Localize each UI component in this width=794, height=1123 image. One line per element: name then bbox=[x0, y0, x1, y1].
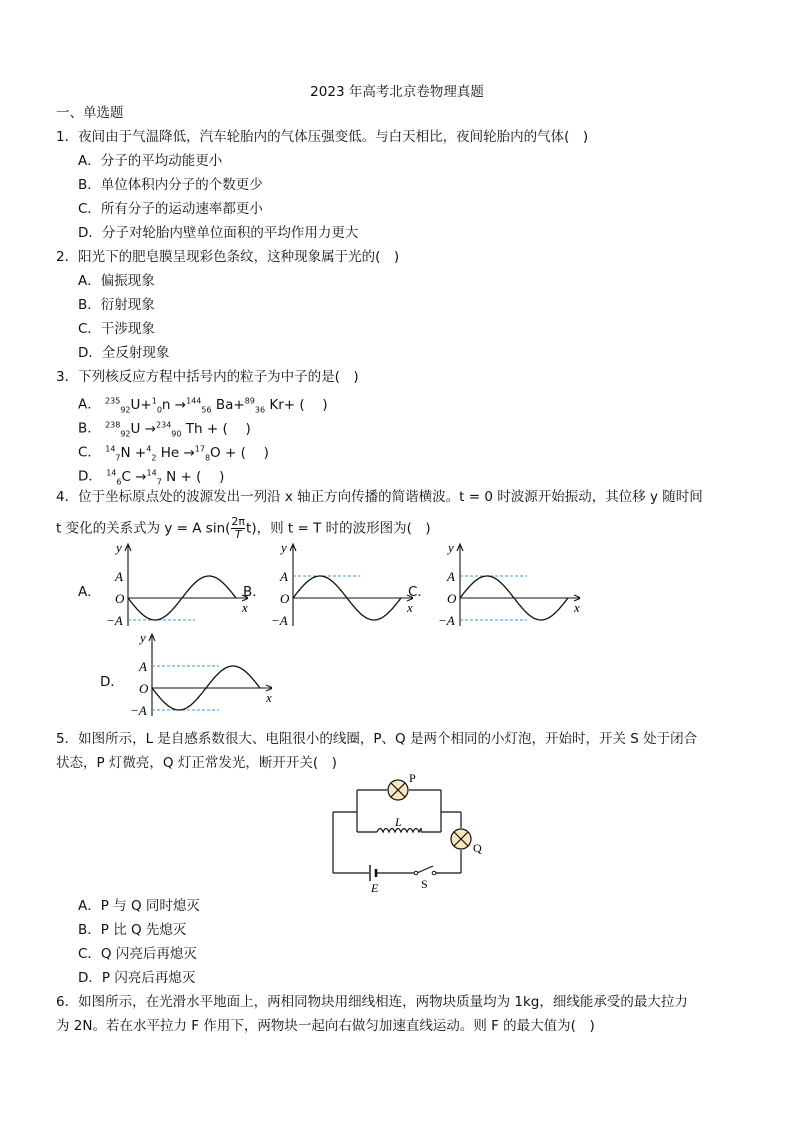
wave-graph-c bbox=[430, 540, 580, 630]
tick-label-o: O bbox=[115, 591, 125, 606]
q4-stem-line2 bbox=[56, 516, 431, 541]
q4-label-d: D． bbox=[100, 674, 124, 690]
x-axis-label: x bbox=[266, 690, 272, 705]
q5-stem-line2: 状态，P 灯微亮，Q 灯正常发光，断开开关( ) bbox=[56, 755, 337, 771]
wave-graph-a bbox=[98, 540, 248, 630]
q1-option-d: D．分子对轮胎内壁单位面积的平均作用力更大 bbox=[78, 225, 359, 241]
tick-label-neg-a: −A bbox=[271, 613, 288, 628]
tick-label-a: A bbox=[139, 659, 147, 674]
section-heading: 一、单选题 bbox=[56, 105, 124, 121]
q3-stem: 3．下列核反应方程中括号内的粒子为中子的是( ) bbox=[56, 369, 359, 385]
q3-option-a-label: A． bbox=[78, 396, 101, 413]
q4-graph-b bbox=[263, 540, 413, 634]
tick-label-a: A bbox=[447, 569, 455, 584]
circuit-label-q: Q bbox=[473, 841, 482, 855]
tick-label-a: A bbox=[115, 569, 123, 584]
y-axis-label: y bbox=[116, 540, 122, 555]
tick-label-a: A bbox=[280, 569, 288, 584]
q1-stem: 1．夜间由于气温降低，汽车轮胎内的气体压强变低。与白天相比，夜间轮胎内的气体( ) bbox=[56, 129, 589, 145]
q2-stem: 2．阳光下的肥皂膜呈现彩色条纹，这种现象属于光的( ) bbox=[56, 249, 400, 265]
q1-option-c: C．所有分子的运动速率都更小 bbox=[78, 201, 263, 217]
q6-stem-line2: 为 2N。若在水平拉力 F 作用下，两物块一起向右做匀加速直线运动。则 F 的最大值为( ) bbox=[56, 1018, 595, 1034]
q3-option-c-label: C． bbox=[78, 444, 101, 461]
x-axis-label: x bbox=[574, 600, 580, 615]
q3-equation-b: $^{238}_{92}$U →$^{234}_{90}$ Th + ( ) bbox=[105, 420, 251, 439]
q5-option-d: D．P 闪亮后再熄灭 bbox=[78, 970, 196, 986]
q4-fraction bbox=[231, 516, 245, 541]
q4-graph-a bbox=[98, 540, 248, 634]
q3-equation-d: $^{14}_6$C →$^{14}_7$ N + ( ) bbox=[106, 468, 225, 487]
wave-graph-b bbox=[263, 540, 413, 630]
y-axis-label: y bbox=[448, 540, 454, 555]
q2-option-a: A．偏振现象 bbox=[78, 273, 155, 289]
q1-option-a: A．分子的平均动能更小 bbox=[78, 153, 223, 169]
q1-option-b: B．单位体积内分子的个数更少 bbox=[78, 177, 263, 193]
tick-label-neg-a: −A bbox=[130, 703, 147, 718]
tick-label-neg-a: −A bbox=[438, 613, 455, 628]
y-axis-label: y bbox=[140, 630, 146, 645]
tick-label-o: O bbox=[447, 591, 457, 606]
q4-stem-line2-a: t 变化的关系式为 y = A sin( bbox=[56, 520, 231, 537]
tick-label-neg-a: −A bbox=[106, 613, 123, 628]
q3-option-b-label: B． bbox=[78, 420, 101, 437]
q4-label-a: A． bbox=[78, 584, 101, 600]
q4-stem-line2-b: t)，则 t = T 时的波形图为( ) bbox=[246, 520, 431, 537]
q4-graph-d bbox=[122, 630, 272, 724]
q5-circuit-diagram bbox=[325, 770, 495, 895]
q4-graph-c bbox=[430, 540, 580, 634]
q2-option-b: B．衍射现象 bbox=[78, 297, 155, 313]
inductor-coil-icon bbox=[377, 829, 421, 833]
page-title: 2023 年高考北京卷物理真题 bbox=[310, 84, 484, 100]
q5-option-c: C．Q 闪亮后再熄灭 bbox=[78, 946, 197, 962]
q5-option-b: B．P 比 Q 先熄灭 bbox=[78, 922, 187, 938]
circuit-label-e: E bbox=[371, 881, 379, 895]
q4-label-b: B． bbox=[243, 584, 266, 600]
x-axis-label: x bbox=[242, 600, 248, 615]
q4-stem-line1: 4．位于坐标原点处的波源发出一列沿 x 轴正方向传播的简谐横波。t = 0 时波源开始振动，其位移 y 随时间 bbox=[56, 489, 703, 505]
circuit-label-s: S bbox=[421, 877, 428, 891]
q3-equation-c: $^{14}_7$N +$^4_2$ He →$^{17}_8$O + ( ) bbox=[105, 444, 269, 463]
q4-label-c: C． bbox=[408, 584, 431, 600]
q3-option-d-label: D． bbox=[78, 468, 102, 485]
circuit-label-p: P bbox=[409, 771, 416, 785]
y-axis-label: y bbox=[281, 540, 287, 555]
q2-option-d: D．全反射现象 bbox=[78, 345, 170, 361]
wave-graph-d bbox=[122, 630, 272, 720]
q3-equation-a: $^{235}_{92}$U+$^1_0$n →$^{144}_{56}$ Ba+$^{89}_{36}$ Kr+ ( ) bbox=[105, 396, 328, 415]
q5-stem-line1: 5．如图所示，L 是自感系数很大、电阻很小的线圈，P、Q 是两个相同的小灯泡，开始时，开关 S 处于闭合 bbox=[56, 731, 698, 747]
tick-label-o: O bbox=[139, 681, 149, 696]
q2-option-c: C．干涉现象 bbox=[78, 321, 155, 337]
lamp-q-icon bbox=[451, 829, 471, 849]
q6-stem-line1: 6．如图所示，在光滑水平地面上，两相同物块用细线相连，两物块质量均为 1kg，细线能承受的最大拉力 bbox=[56, 994, 688, 1010]
circuit-label-l: L bbox=[395, 815, 402, 829]
tick-label-o: O bbox=[280, 591, 290, 606]
lamp-p-icon bbox=[388, 780, 408, 800]
q4-fraction-num: 2π bbox=[231, 515, 246, 528]
q4-fraction-den: T bbox=[234, 528, 242, 541]
x-axis-label: x bbox=[407, 600, 413, 615]
q5-option-a: A．P 与 Q 同时熄灭 bbox=[78, 898, 200, 914]
